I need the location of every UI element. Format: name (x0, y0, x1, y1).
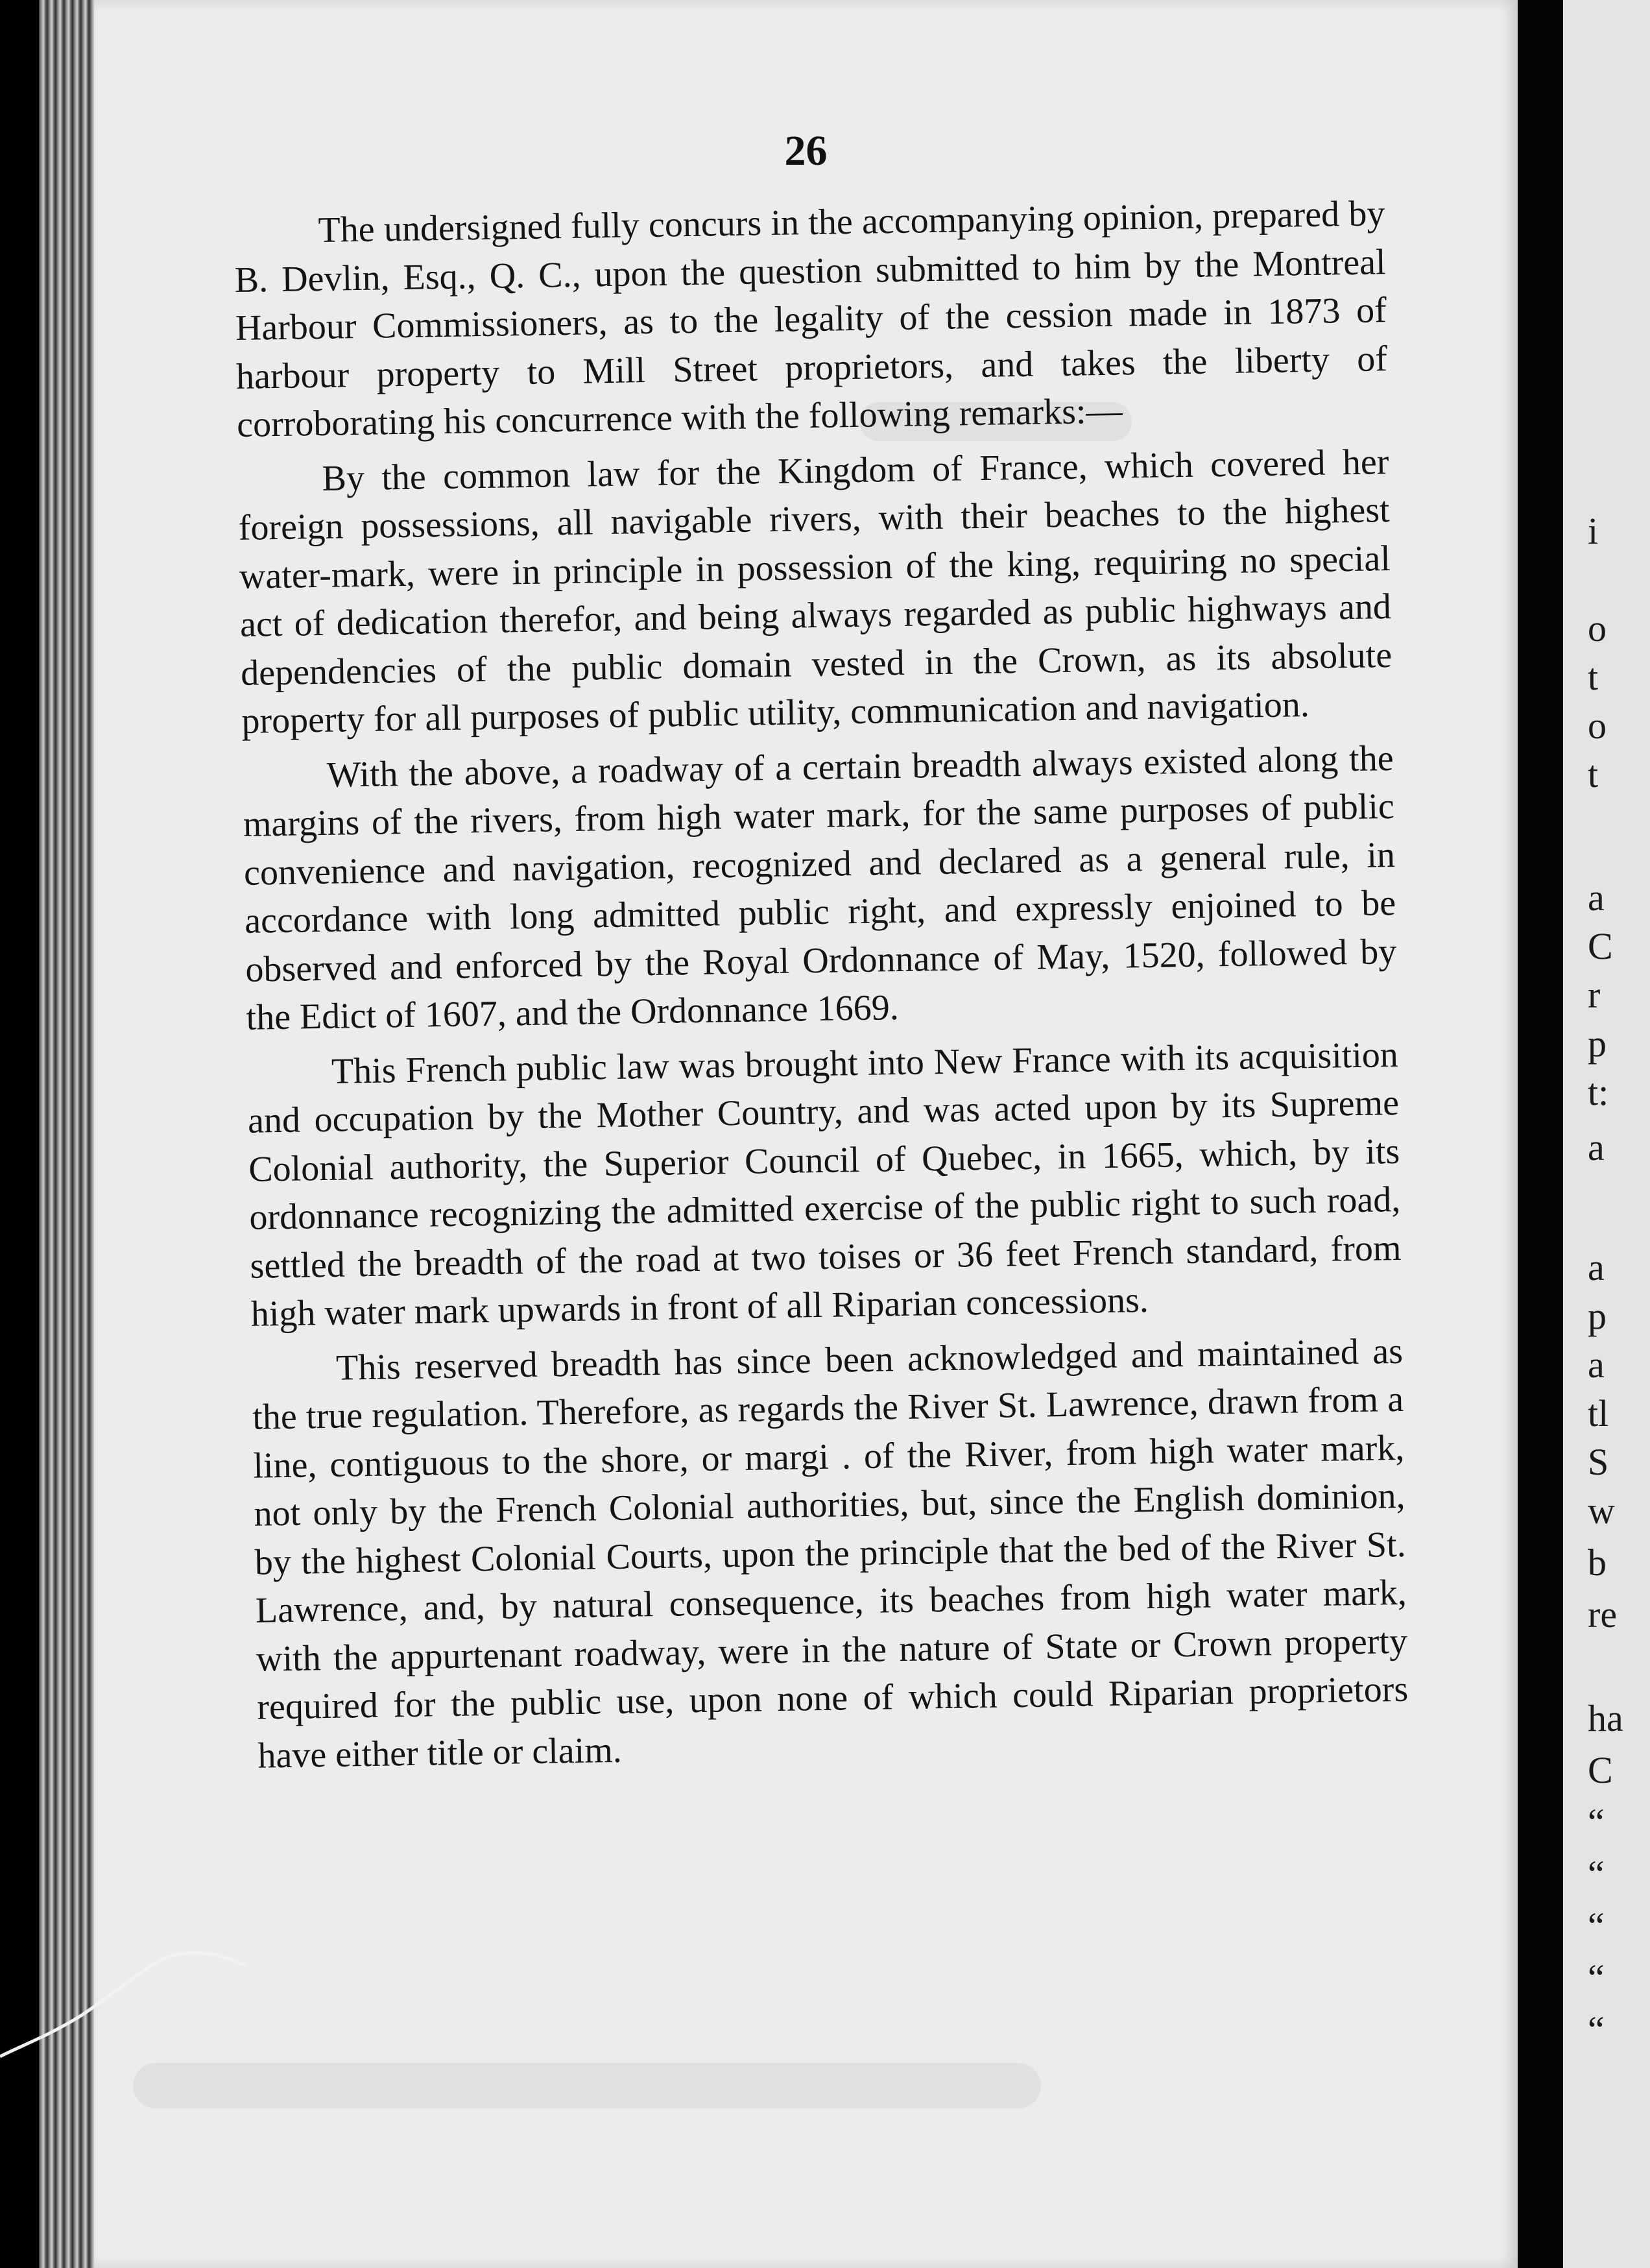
facing-fragment: a (1588, 1126, 1605, 1168)
facing-fragment: a (1588, 1246, 1605, 1288)
facing-page-edge (1563, 0, 1650, 2268)
page-edges (39, 0, 94, 2268)
bleed-through (133, 2063, 1041, 2108)
facing-fragment: “ (1588, 1905, 1605, 1947)
facing-fragment: “ (1588, 1801, 1605, 1843)
facing-fragment: “ (1588, 1957, 1605, 1999)
paragraph-5: This reserved breadth has since been acknowledged and maintained as the true regulation. Therefore, as regards the River St. Lawrence, drawn from a line, contiguous to the shore, or margi . of the River, from high water mark, not only by the French Colonial authorities, but, since the English dominion, by the highest Colonial Courts, upon the principle that the bed of the River St. Lawrence, and, by natural consequence, its beaches from high water mark, with the appurtenant roadway, were in the nature of State or Crown property required for the public use, upon none of which could Riparian proprietors have either title or claim. (252, 1331, 1409, 1776)
facing-fragment: re (1588, 1593, 1618, 1635)
facing-fragment: t (1588, 753, 1599, 795)
paragraph-3: With the above, a roadway of a certain breadth always existed along the margins of the rivers, from high water mark, for the same purposes of public convenience and navigation, recognized and declared as a general rule, in accordance with long admitted public right, and expressly enjoined to be observed and enforced by the Royal Ordonnance of May, 1520, followed by the Edict of 1607, and the Ordonnance 1669. (243, 738, 1397, 1038)
facing-fragment: S (1588, 1441, 1609, 1483)
paragraph-1: The undersigned fully concurs in the accompanying opinion, prepared by B. Devlin, Esq., Q. C., upon the question submitted to him by the Montreal Harbour Commissioners, as to the legality of the cession made in 1873 of harbour property to Mill Street proprietors, and takes the liberty of corroborating his concurrence with the following remarks:— (234, 193, 1388, 445)
facing-fragment: i (1588, 510, 1599, 552)
paragraph-2: By the common law for the Kingdom of France, which covered her foreign possessions, all navigable rivers, with their beaches to the highest water-mark, were in principle in possession of the king, requiring no special act of dedication therefor, and being always regarded as public highways and dependencies of the public domain vested in the Crown, as its absolute property for all purposes of public utility, communication and navigation. (238, 441, 1393, 742)
facing-fragment: tl (1588, 1392, 1609, 1434)
scan-left-edge (0, 0, 39, 2268)
facing-fragment: “ (1588, 1853, 1605, 1895)
facing-fragment: C (1588, 925, 1613, 967)
facing-fragment: ha (1588, 1697, 1623, 1739)
facing-fragment: r (1588, 974, 1601, 1016)
body-text (233, 189, 1409, 1787)
facing-fragment: t (1588, 656, 1599, 698)
facing-fragment: C (1588, 1749, 1613, 1791)
facing-fragment: a (1588, 876, 1605, 919)
facing-fragment: p (1588, 1022, 1607, 1065)
book-page (94, 0, 1518, 2268)
facing-fragment: w (1588, 1490, 1615, 1532)
facing-fragment: a (1588, 1344, 1605, 1386)
facing-fragment: t: (1588, 1071, 1609, 1113)
margin-scratch-mark (0, 1940, 272, 2069)
facing-fragment: o (1588, 705, 1607, 747)
book-gutter (1518, 0, 1563, 2268)
facing-fragment: “ (1588, 2009, 1605, 2051)
page-number: 26 (784, 127, 828, 175)
facing-fragment: o (1588, 607, 1607, 649)
paragraph-4: This French public law was brought into New France with its acquisition and occupation by the Mother Country, and was acted upon by its Supreme Colonial authority, the Superior Council of Quebec, in 1665, which, by its ordonnance recognizing the admitted exercise of the public right to such road, settled the breadth of the road at two toises or 36 feet French standard, from high water mark upwards in front of all Riparian concessions. (247, 1034, 1402, 1334)
facing-fragment: b (1588, 1541, 1607, 1584)
facing-fragment: p (1588, 1295, 1607, 1337)
